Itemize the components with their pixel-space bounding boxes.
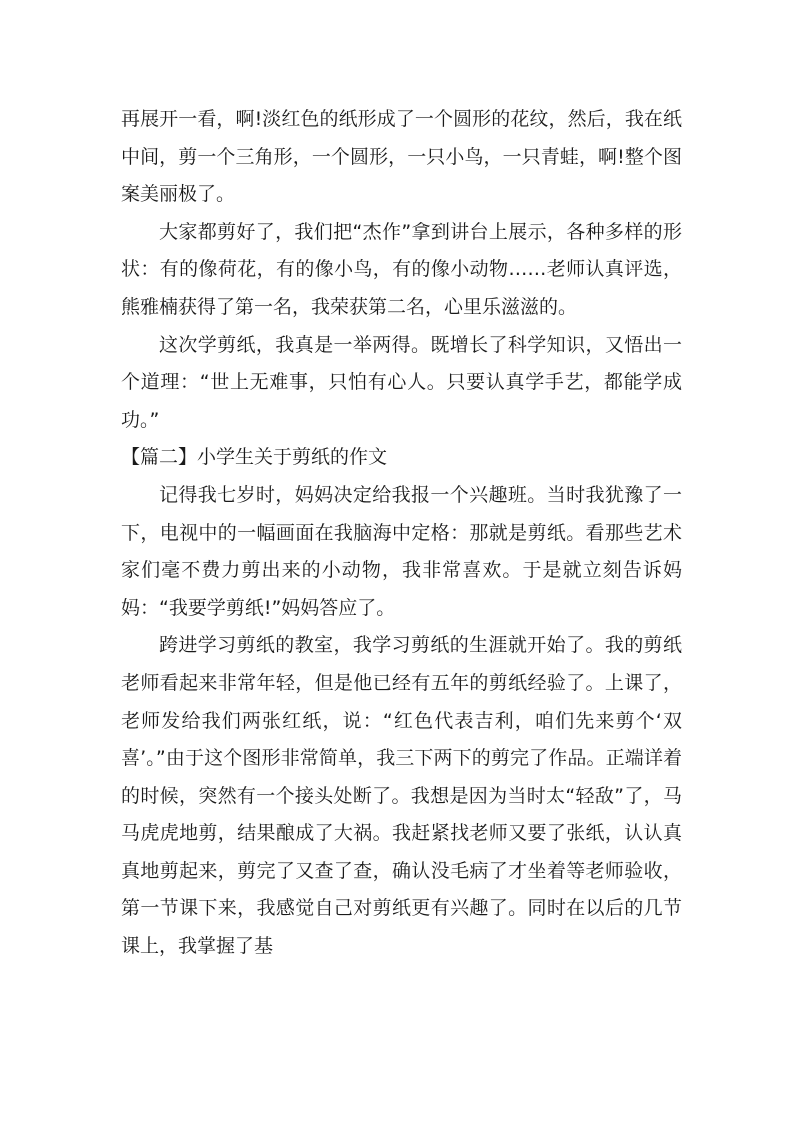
paragraph-interest-class: 记得我七岁时，妈妈决定给我报一个兴趣班。当时我犹豫了一下，电视中的一幅画面在我脑海中定格：那就是剪纸。看那些艺术家们毫不费力剪出来的小动物，我非常喜欢。于是就立刻告诉妈妈：“我要学剪纸!”妈妈答应了。 xyxy=(121,483,682,619)
paragraph-exhibition: 大家都剪好了，我们把“杰作”拿到讲台上展示，各种多样的形状：有的像荷花，有的像小鸟，有的像小动物……老师认真评选，熊雅楠获得了第一名，我荣获第二名，心里乐滋滋的。 xyxy=(121,220,682,318)
paragraph-continuation: 再展开一看，啊!淡红色的纸形成了一个圆形的花纹，然后，我在纸中间，剪一个三角形，一个圆形，一只小鸟，一只青蛙，啊!整个图案美丽极了。 xyxy=(121,108,682,206)
paragraph-first-class: 跨进学习剪纸的教室，我学习剪纸的生涯就开始了。我的剪纸老师看起来非常年轻，但是他已经有五年的剪纸经验了。上课了，老师发给我们两张红纸，说：“红色代表吉利，咱们先来剪个‘双喜’。”由于这个图形非常简单，我三下两下的剪完了作品。正端详着的时候，突然有一个接头处断了。我想是因为当时太“轻敌”了，马马虎虎地剪，结果酿成了大祸。我赶紧找老师又要了张纸，认认真真地剪起来，剪完了又查了查，确认没毛病了才坐着等老师验收，第一节课下来，我感觉自己对剪纸更有兴趣了。同时在以后的几节课上，我掌握了基 xyxy=(121,634,682,958)
document-body xyxy=(121,101,682,966)
section-heading: 【篇二】小学生关于剪纸的作文 xyxy=(121,446,388,469)
paragraph-lesson-learned: 这次学剪纸，我真是一举两得。既增长了科学知识，又悟出一个道理：“世上无难事，只怕有心人。只要认真学手艺，都能学成功。” xyxy=(121,333,682,431)
